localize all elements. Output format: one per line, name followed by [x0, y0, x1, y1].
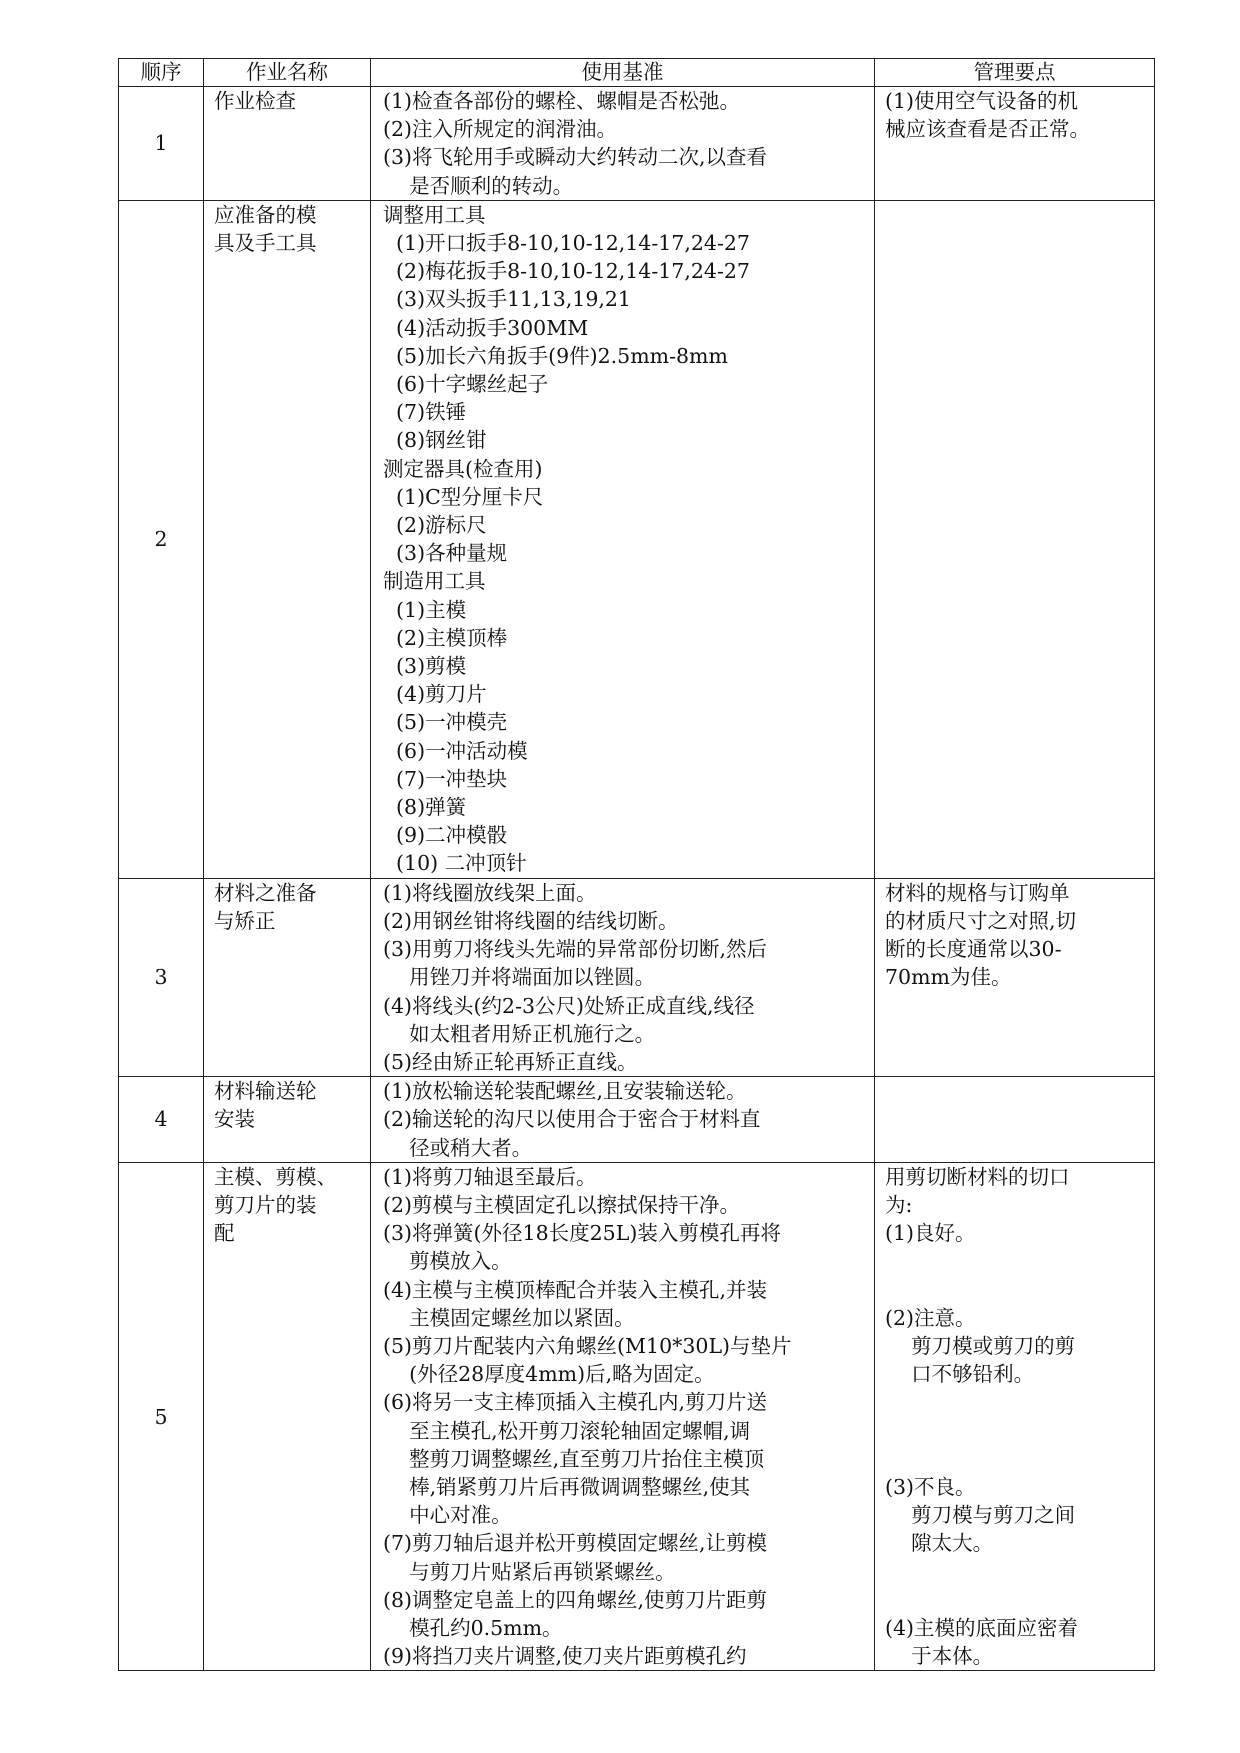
text-line: (2)用钢丝钳将线圈的结线切断。 — [383, 908, 679, 933]
text-line: (6)将另一支主棒顶插入主模孔内,剪刀片送 — [383, 1390, 768, 1415]
text-line: (5)一冲模壳 — [383, 710, 508, 735]
text-line: 配 — [214, 1221, 235, 1246]
cell-management-points — [875, 878, 1155, 1076]
text-line: (9)将挡刀夹片调整,使刀夹片距剪模孔约 — [383, 1644, 747, 1669]
table-row — [119, 878, 1155, 1076]
text-line: (1)使用空气设备的机 — [885, 89, 1079, 113]
table-row — [119, 87, 1155, 201]
table-row — [119, 1077, 1155, 1163]
cell-management-points — [875, 1077, 1155, 1163]
text-line: 70mm为佳。 — [885, 965, 1012, 990]
cell-usage-standard — [371, 200, 875, 878]
text-line: (1)放松输送轮装配螺丝,且安装输送轮。 — [383, 1079, 747, 1104]
text-line: 与剪刀片贴紧后再锁紧螺丝。 — [383, 1559, 676, 1584]
text-line: (2)输送轮的沟尺以使用合于密合于材料直 — [383, 1107, 761, 1132]
text-line: (1)主模 — [383, 597, 467, 622]
header-standard: 使用基准 — [371, 59, 875, 87]
text-line: 调整用工具 — [383, 202, 486, 227]
text-line: 用锉刀并将端面加以锉圆。 — [383, 965, 656, 990]
text-line: (1)C型分厘卡尺 — [383, 484, 544, 509]
cell-usage-standard — [371, 878, 875, 1076]
text-line: 为: — [885, 1192, 913, 1217]
text-line: (9)二冲模骰 — [383, 823, 508, 848]
text-line: 与矫正 — [214, 908, 276, 933]
text-line: 口不够铅利。 — [885, 1362, 1035, 1387]
table-row — [119, 200, 1155, 878]
text-line: (5)经由矫正轮再矫正直线。 — [383, 1049, 638, 1074]
cell-order: 4 — [119, 1077, 204, 1163]
text-line: (6)一冲活动模 — [383, 738, 528, 763]
cell-operation-name — [204, 87, 371, 201]
text-line: (2)游标尺 — [383, 513, 487, 538]
text-line: (2)剪模与主模固定孔以擦拭保持干净。 — [383, 1192, 741, 1217]
text-line: (3)各种量规 — [383, 541, 508, 566]
text-line: (3)不良。 — [885, 1474, 976, 1499]
text-line: 棒,销紧剪刀片后再微调调整螺丝,使其 — [383, 1474, 751, 1499]
text-line: (3)用剪刀将线头先端的异常部份切断,然后 — [383, 937, 768, 962]
text-line: (5)加长六角扳手(9件)2.5mm-8mm — [383, 343, 728, 368]
text-line: 径或稍大者。 — [383, 1135, 533, 1160]
text-line: 材料输送轮 — [214, 1079, 317, 1104]
text-line: (2)注入所规定的润滑油。 — [383, 117, 618, 142]
text-line: (3)将飞轮用手或瞬动大约转动二次,以查看 — [383, 145, 768, 170]
text-line: 作业检查 — [214, 89, 296, 113]
text-line: 制造用工具 — [383, 569, 486, 594]
text-line: (4)将线头(约2-3公尺)处矫正成直线,线径 — [383, 993, 755, 1018]
text-line: (7)铁锤 — [383, 400, 467, 425]
text-line: 材料的规格与订购单 — [885, 880, 1070, 905]
cell-order: 5 — [119, 1162, 204, 1671]
text-line: 械应该查看是否正常。 — [885, 117, 1090, 142]
text-line: (3)剪模 — [383, 654, 467, 679]
text-line: 隙太大。 — [885, 1531, 994, 1556]
text-line — [885, 1247, 1148, 1275]
text-line: (1)将剪刀轴退至最后。 — [383, 1164, 597, 1189]
text-line: 安装 — [214, 1107, 255, 1132]
text-line: 材料之准备 — [214, 880, 317, 905]
text-line: 具及手工具 — [214, 231, 317, 256]
text-line: 模孔约0.5mm。 — [383, 1615, 563, 1640]
text-line: (6)十字螺丝起子 — [383, 372, 549, 397]
text-line: (5)剪刀片配装内六角螺丝(M10*30L)与垫片 — [383, 1333, 792, 1358]
header-order: 顺序 — [119, 59, 204, 87]
text-line: 至主模孔,松开剪刀滚轮轴固定螺帽,调 — [383, 1418, 751, 1443]
cell-usage-standard — [371, 87, 875, 201]
text-line: 中心对准。 — [383, 1503, 512, 1528]
header-name: 作业名称 — [204, 59, 371, 87]
text-line — [885, 1417, 1148, 1445]
text-line: (7)剪刀轴后退并松开剪模固定螺丝,让剪模 — [383, 1531, 768, 1556]
text-line: 剪模放入。 — [383, 1249, 512, 1274]
text-line — [885, 1445, 1148, 1473]
text-line: 于本体。 — [885, 1644, 994, 1669]
text-line: 的材质尺寸之对照,切 — [885, 908, 1077, 933]
cell-operation-name — [204, 1162, 371, 1671]
text-line: (1)开口扳手8-10,10-12,14-17,24-27 — [383, 231, 750, 256]
text-line — [885, 1388, 1148, 1416]
text-line: (3)将弹簧(外径18长度25L)装入剪模孔再将 — [383, 1221, 781, 1246]
text-line: 是否顺利的转动。 — [383, 173, 574, 198]
text-line: (2)注意。 — [885, 1305, 976, 1330]
text-line: (2)梅花扳手8-10,10-12,14-17,24-27 — [383, 259, 750, 284]
text-line: (3)双头扳手11,13,19,21 — [383, 287, 631, 312]
text-line: (外径28厚度4mm)后,略为固定。 — [383, 1362, 715, 1387]
header-notes: 管理要点 — [875, 59, 1155, 87]
cell-operation-name — [204, 200, 371, 878]
text-line — [885, 1557, 1148, 1585]
text-line: (4)活动扳手300MM — [383, 315, 589, 340]
text-line: (1)将线圈放线架上面。 — [383, 880, 597, 905]
text-line — [885, 1586, 1148, 1614]
text-line: (8)钢丝钳 — [383, 428, 487, 453]
cell-operation-name — [204, 878, 371, 1076]
text-line: 断的长度通常以30- — [885, 937, 1062, 962]
text-line: 整剪刀调整螺丝,直至剪刀片抬住主模顶 — [383, 1446, 765, 1471]
text-line: (2)主模顶棒 — [383, 625, 508, 650]
cell-order: 2 — [119, 200, 204, 878]
text-line: 剪刀模或剪刀的剪 — [885, 1333, 1076, 1358]
cell-usage-standard — [371, 1162, 875, 1671]
text-line: (1)检查各部份的螺栓、螺帽是否松弛。 — [383, 89, 741, 113]
text-line: 剪刀模与剪刀之间 — [885, 1503, 1076, 1528]
cell-order: 3 — [119, 878, 204, 1076]
cell-usage-standard — [371, 1077, 875, 1163]
text-line: (7)一冲垫块 — [383, 766, 508, 791]
text-line: 主模固定螺丝加以紧固。 — [383, 1305, 635, 1330]
text-line: (4)剪刀片 — [383, 682, 487, 707]
text-line: (8)弹簧 — [383, 795, 467, 820]
work-standard-table — [118, 58, 1155, 1671]
text-line: 如太粗者用矫正机施行之。 — [383, 1021, 656, 1046]
text-line: (8)调整定皂盖上的四角螺丝,使剪刀片距剪 — [383, 1587, 768, 1612]
header-row — [119, 59, 1155, 87]
cell-operation-name — [204, 1077, 371, 1163]
text-line: 剪刀片的装 — [214, 1192, 317, 1217]
cell-management-points — [875, 1162, 1155, 1671]
table-row — [119, 1162, 1155, 1671]
text-line: (4)主模与主模顶棒配合并装入主模孔,并装 — [383, 1277, 768, 1302]
cell-management-points — [875, 87, 1155, 201]
text-line: 用剪切断材料的切口 — [885, 1164, 1070, 1189]
text-line: 应准备的模 — [214, 202, 317, 227]
cell-order: 1 — [119, 87, 204, 201]
text-line: 主模、剪模、 — [214, 1164, 337, 1189]
text-line: 测定器具(检查用) — [383, 456, 543, 481]
text-line: (1)良好。 — [885, 1221, 976, 1246]
text-line: (4)主模的底面应密着 — [885, 1615, 1079, 1640]
text-line: (10) 二冲顶针 — [383, 851, 527, 876]
table-body — [119, 87, 1155, 1671]
cell-management-points — [875, 200, 1155, 878]
text-line — [885, 1276, 1148, 1304]
